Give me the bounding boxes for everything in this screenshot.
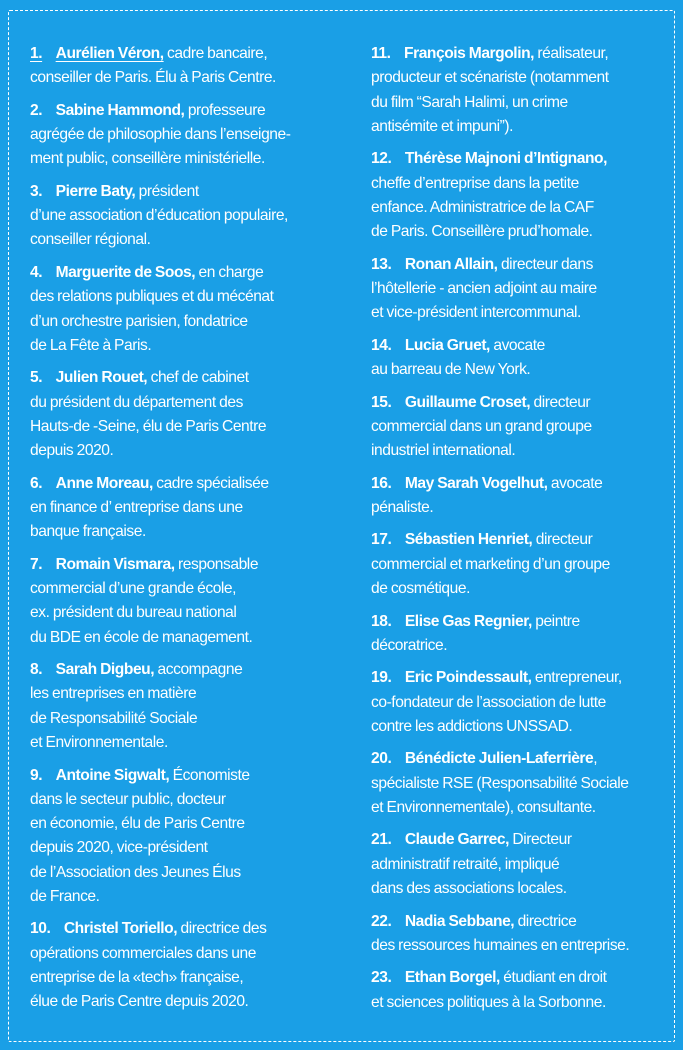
entry-first-line (371, 42, 671, 66)
candidate-description: de l’Association des Jeunes Élus (30, 863, 241, 881)
candidate-description: cadre bancaire, (167, 45, 268, 62)
candidate-description: commercial dans un grand groupe (371, 417, 592, 435)
candidate-description: Économiste (172, 766, 250, 784)
candidate-description: administratif retraité, impliqué (371, 855, 560, 873)
entry-first-line (371, 253, 671, 277)
candidate-description: dans des associations locales. (371, 880, 567, 898)
candidate-name: Sabine Hammond, (55, 101, 185, 119)
candidate-description: accompagne (157, 661, 243, 679)
candidate-entry (371, 528, 671, 601)
candidate-description: étudiant en droit (503, 969, 607, 987)
candidate-description: entreprise de la «tech» française, (30, 969, 244, 987)
candidate-number: 5. (30, 369, 43, 387)
candidate-description: l’hôtellerie - ancien adjoint au maire (371, 280, 597, 298)
candidate-description: contre les addictions UNSSAD. (371, 717, 573, 735)
candidate-description: et sciences politiques à la Sorbonne. (371, 993, 606, 1011)
candidate-number: 8. (30, 661, 43, 679)
candidate-description: directrice des (180, 920, 267, 938)
candidate-entry (371, 472, 671, 521)
entry-first-line (371, 610, 671, 634)
candidate-description: réalisateur, (537, 45, 609, 62)
entry-first-line (371, 666, 671, 690)
candidate-number: 23. (371, 969, 392, 987)
candidate-description: en charge (198, 263, 264, 281)
candidate-entry (371, 334, 671, 383)
candidate-description: du BDE en école de management. (30, 628, 253, 646)
entry-first-line (30, 764, 330, 788)
candidate-name: May Sarah Vogelhut, (404, 474, 548, 492)
candidate-name: Marguerite de Soos, (55, 263, 196, 281)
candidate-entry (30, 553, 330, 650)
entry-first-line (371, 528, 671, 552)
candidate-description: directeur (533, 393, 591, 411)
candidate-description: au barreau de New York. (371, 361, 531, 379)
candidate-description: cheffe d’entreprise dans la petite (371, 174, 579, 192)
candidate-description: commercial et marketing d’un groupe (371, 555, 610, 573)
candidate-description: décoratrice. (371, 636, 448, 654)
candidate-description: de La Fête à Paris. (30, 336, 152, 354)
candidate-description: peintre (535, 612, 580, 630)
candidate-entry (371, 42, 671, 139)
candidate-description: les entreprises en matière (30, 685, 197, 703)
candidate-name: Pierre Baty, (55, 182, 136, 200)
entry-first-line (371, 910, 671, 934)
candidate-description: de Responsabilité Sociale (30, 709, 198, 727)
candidate-name: Ronan Allain, (404, 255, 498, 273)
candidate-description: d’une association d’éducation populaire, (30, 207, 288, 225)
entry-first-line (371, 472, 671, 496)
candidate-entry (30, 261, 330, 358)
candidate-description: professeure (187, 101, 266, 119)
candidate-number: 7. (30, 555, 43, 573)
entry-first-line (371, 828, 671, 852)
candidate-number: 14. (371, 336, 392, 354)
candidate-entry (30, 764, 330, 910)
entry-first-line (371, 334, 671, 358)
candidate-description: depuis 2020. (30, 442, 114, 460)
candidate-entry (371, 391, 671, 464)
candidate-entry (371, 147, 671, 244)
candidate-name: Sébastien Henriet, (404, 531, 533, 549)
candidate-entry (371, 966, 671, 1015)
entry-first-line (30, 553, 330, 577)
candidate-description: banque française. (30, 523, 146, 541)
candidate-number: 15. (371, 393, 392, 411)
candidate-description: en finance d’ entreprise dans une (30, 498, 243, 516)
candidate-description: agrégée de philosophie dans l’enseigne- (30, 126, 291, 144)
candidate-description: du président du département des (30, 393, 243, 411)
candidate-name: Nadia Sebbane, (404, 912, 515, 930)
candidate-description: conseiller de Paris. Élu à Paris Centre. (30, 69, 276, 87)
candidate-number: 22. (371, 912, 392, 930)
candidate-entry (30, 917, 330, 1014)
candidate-number: 4. (30, 263, 43, 281)
candidate-description: et Environnementale. (30, 734, 168, 752)
entry-first-line (30, 261, 330, 285)
candidate-description: pénaliste. (371, 498, 434, 516)
candidate-description: Hauts-de -Seine, élu de Paris Centre (30, 417, 267, 435)
candidate-entry (371, 253, 671, 326)
candidate-description: avocate (550, 474, 603, 492)
candidate-entry (30, 99, 330, 172)
candidate-description: cadre spécialisée (156, 474, 269, 492)
candidate-entry (371, 610, 671, 659)
candidate-description: antisémite et impuni”). (371, 117, 514, 135)
candidate-number: 6. (30, 474, 43, 492)
candidate-description: élue de Paris Centre depuis 2020. (30, 993, 249, 1011)
candidate-description: dans le secteur public, docteur (30, 790, 226, 808)
candidate-description: du film “Sarah Halimi, un crime (371, 93, 568, 111)
candidate-description: directrice (517, 912, 577, 930)
candidate-description: d’un orchestre parisien, fondatrice (30, 312, 248, 330)
entry-first-line (30, 42, 330, 66)
candidate-entry (30, 658, 330, 755)
entry-first-line (371, 147, 671, 171)
candidate-name: Elise Gas Regnier, (404, 612, 532, 630)
candidate-name: Julien Rouet, (55, 369, 148, 387)
candidate-name: Guillaume Croset, (404, 393, 531, 411)
candidate-description: et Environnementale), consultante. (371, 799, 596, 816)
candidate-description: président (138, 182, 199, 200)
candidate-number: 17. (371, 531, 392, 549)
candidate-description: responsable (178, 555, 259, 573)
candidate-description: ment public, conseillère ministérielle. (30, 150, 265, 168)
candidate-name: Aurélien Véron, (55, 45, 164, 62)
candidate-list-left (30, 42, 330, 1023)
entry-first-line (371, 747, 671, 771)
candidate-number: 3. (30, 182, 43, 200)
candidate-number: 11. (371, 45, 391, 62)
candidate-name: Anne Moreau, (55, 474, 153, 492)
entry-first-line (30, 180, 330, 204)
candidate-entry (371, 828, 671, 901)
entry-first-line (371, 966, 671, 990)
candidate-description: enfance. Administratrice de la CAF (371, 198, 594, 216)
candidate-number: 16. (371, 474, 392, 492)
candidate-description: et vice-président intercommunal. (371, 304, 581, 322)
candidate-number: 1. (30, 45, 43, 62)
candidate-entry (30, 472, 330, 545)
candidate-name: Romain Vismara, (55, 555, 175, 573)
candidate-number: 13. (371, 255, 392, 273)
candidate-description: commercial d’une grande école, (30, 580, 237, 598)
candidate-description: opérations commerciales dans une (30, 944, 256, 962)
candidate-description: conseiller régional. (30, 231, 151, 249)
entry-first-line (30, 472, 330, 496)
candidate-description: ex. président du bureau national (30, 604, 237, 622)
candidate-description: spécialiste RSE (Responsabilité Sociale (371, 774, 629, 792)
candidate-name: Christel Toriello, (63, 920, 178, 938)
candidate-entry (371, 910, 671, 959)
candidate-number: 9. (30, 766, 43, 784)
entry-first-line (30, 366, 330, 390)
candidate-description: de Paris. Conseillère prud’homale. (371, 223, 593, 241)
candidate-number: 2. (30, 101, 43, 119)
candidate-description: depuis 2020, vice-président (30, 839, 208, 857)
candidate-entry (371, 666, 671, 739)
candidate-entry (30, 366, 330, 463)
candidate-description: co-fondateur de l’association de lutte (371, 693, 606, 711)
candidate-description: avocate (493, 336, 545, 354)
candidate-description: industriel international. (371, 442, 516, 460)
entry-first-line (30, 99, 330, 123)
candidate-number: 18. (371, 612, 392, 630)
candidate-name: Claude Garrec, (404, 831, 509, 849)
entry-first-line (30, 658, 330, 682)
candidate-name: Eric Poindessault, (404, 669, 532, 687)
entry-first-line (371, 391, 671, 415)
candidate-name: Bénédicte Julien-Laferrière (404, 750, 594, 768)
candidate-description: entrepreneur, (534, 669, 622, 687)
candidate-description: , (593, 750, 598, 768)
entry-first-line (30, 917, 330, 941)
candidate-number: 12. (371, 150, 392, 168)
candidate-description: Directeur (512, 831, 572, 849)
candidate-name: François Margolin, (404, 45, 535, 62)
candidate-description: directeur (535, 531, 593, 549)
candidate-list-right (371, 42, 671, 1023)
candidate-name: Ethan Borgel, (404, 969, 500, 987)
candidate-number: 10. (30, 920, 51, 938)
candidate-number: 21. (371, 831, 392, 849)
candidate-description: de cosmétique. (371, 580, 470, 598)
candidate-description: producteur et scénariste (notamment (371, 69, 609, 87)
candidate-description: des ressources humaines en entreprise. (371, 936, 630, 954)
candidate-description: chef de cabinet (150, 369, 249, 387)
candidate-number: 20. (371, 750, 392, 768)
candidate-description: en économie, élu de Paris Centre (30, 815, 245, 833)
candidate-description: directeur dans (500, 255, 593, 273)
candidate-number: 19. (371, 669, 392, 687)
candidate-entry (30, 180, 330, 253)
candidate-name: Lucia Gruet, (404, 336, 490, 354)
candidate-description: des relations publiques et du mécénat (30, 288, 274, 306)
candidate-name: Antoine Sigwalt, (55, 766, 170, 784)
candidate-name: Thérèse Majnoni d’Intignano, (404, 150, 607, 168)
candidate-name: Sarah Digbeu, (55, 661, 155, 679)
candidate-entry (30, 42, 330, 91)
candidate-entry (371, 747, 671, 820)
candidate-description: de France. (30, 888, 100, 905)
